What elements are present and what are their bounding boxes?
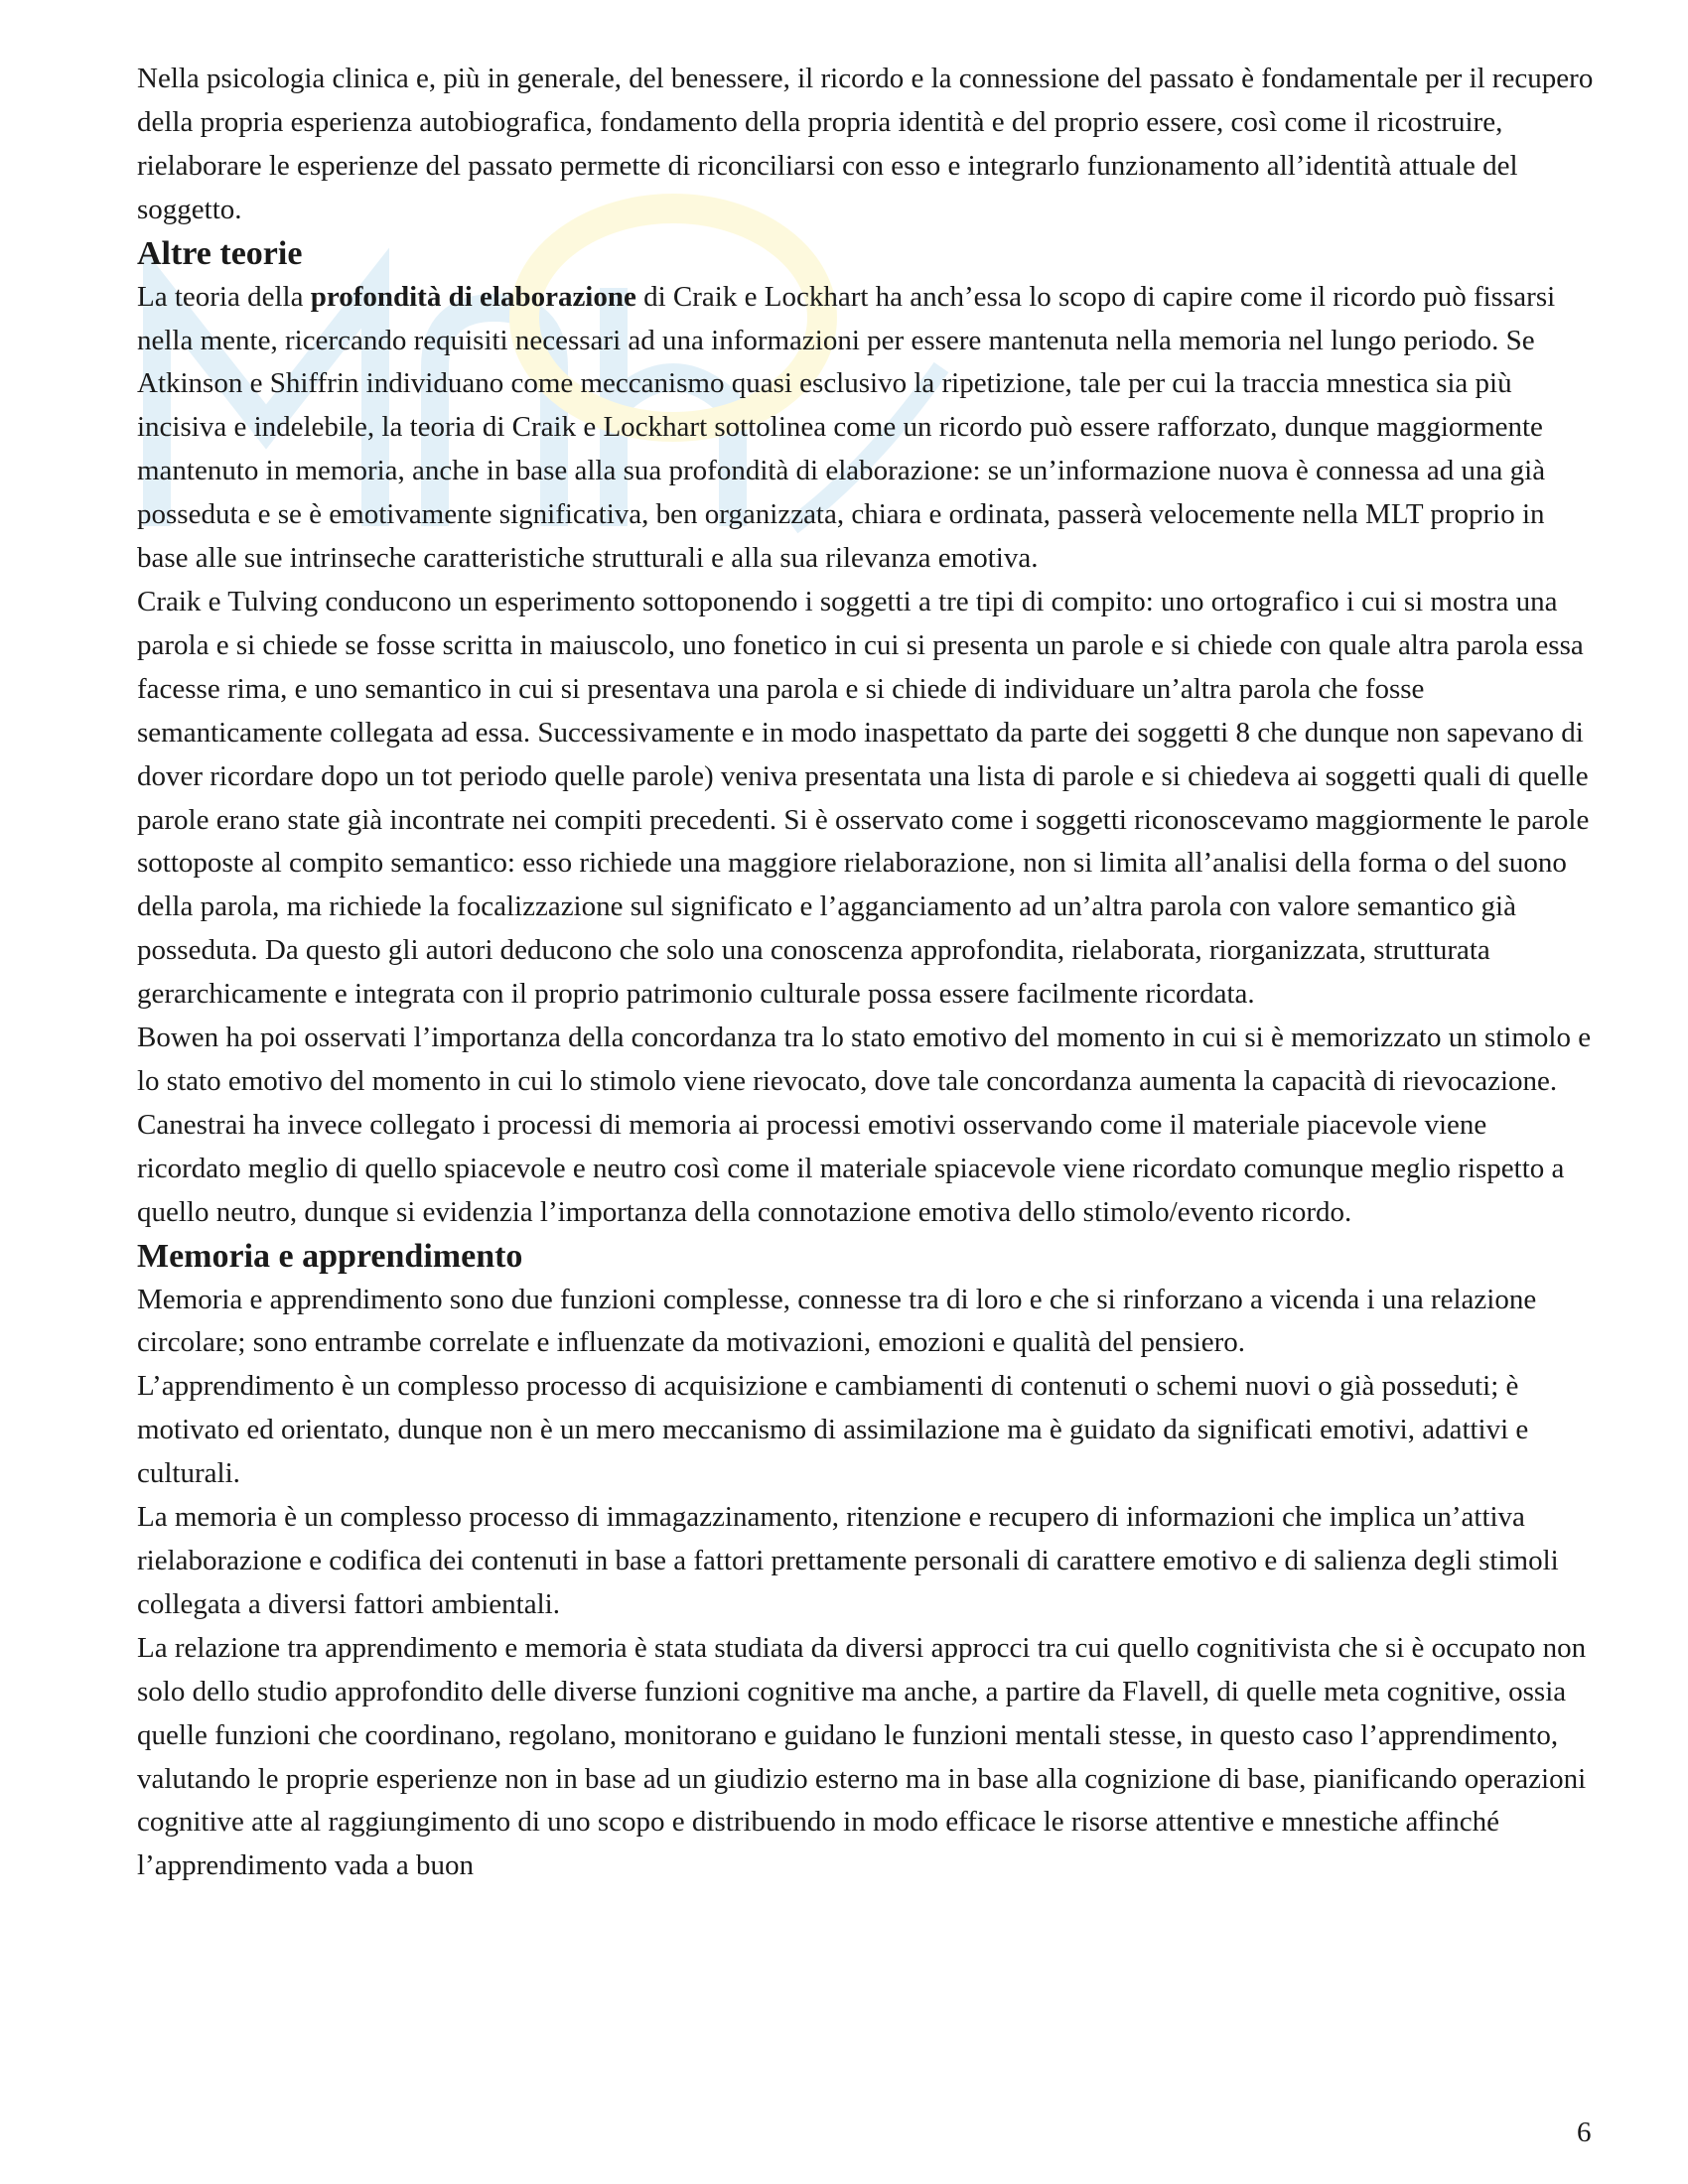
craik-lockhart-body: di Craik e Lockhart ha anch’essa lo scopo di capire come il ricordo può fissarsi nella mente, ricercando requisiti necessari ad una informazioni per essere mantenuta nella memoria nel lungo periodo. Se Atkinson e Shiffrin individuano come meccanismo quasi esclusivo la ripetizione, tale per cui la traccia mnestica sia più incisiva e indelebile, la teoria di Craik e Lockhart sottolinea come un ricordo può essere rafforzato, dunque maggiormente mantenuto in memoria, anche in base alla sua profondità di elaborazione: se un’informazione nuova è connessa ad una già posseduta e se è emotivamente significativa, ben organizzata, chiara e ordinata, passerà velocemente nella MLT proprio in base alle sue intrinseche caratteristiche strutturali e alla sua rilevanza emotiva. <box>137 280 1556 575</box>
term-profondita-di-elaborazione: profondità di elaborazione <box>310 280 636 313</box>
page-number: 6 <box>1577 2116 1592 2148</box>
heading-memoria-apprendimento: Memoria e apprendimento <box>137 1237 523 1275</box>
paragraph-craik-lockhart <box>137 276 1597 581</box>
craik-lockhart-intro: La teoria della <box>137 280 311 313</box>
heading-altre-teorie: Altre teorie <box>137 234 303 272</box>
paragraph-relazione: La relazione tra apprendimento e memoria è stata studiata da diversi approcci tra cui quello cognitivista che si è occupato non solo dello studio approfondito delle diverse funzioni cognitive ma anche, a partire da Flavell, di quelle meta cognitive, ossia quelle funzioni che coordinano, regolano, monitorano e guidano le funzioni mentali stesse, in questo caso l’apprendimento, valutando le proprie esperienze non in base ad un giudizio esterno ma in base alla cognizione di base, pianificando operazioni cognitive atte al raggiungimento di uno scopo e distribuendo in modo efficace le risorse attentive e mnestiche affinché l’apprendimento vada a buon <box>137 1631 1587 1882</box>
document-page <box>137 58 1597 1888</box>
paragraph-intro: Nella psicologia clinica e, più in generale, del benessere, il ricordo e la connessione del passato è fondamentale per il recupero della propria esperienza autobiografica, fondamento della propria identità e del proprio essere, così come il ricostruire, rielaborare le esperienze del passato permette di riconciliarsi con esso e integrarlo funzionamento all’identità attuale del soggetto. <box>137 63 1594 225</box>
paragraph-bowen: Bowen ha poi osservati l’importanza della concordanza tra lo stato emotivo del momento in cui si è memorizzato un stimolo e lo stato emotivo del momento in cui lo stimolo viene rievocato, dove tale concordanza aumenta la capacità di rievocazione. Canestrai ha invece collegato i processi di memoria ai processi emotivi osservando come il materiale piacevole viene ricordato meglio di quello spiacevole e neutro così come il materiale spiacevole viene ricordato comunque meglio rispetto a quello neutro, dunque si evidenzia l’importanza della connotazione emotiva dello stimolo/evento ricordo. <box>137 1022 1592 1228</box>
paragraph-apprendimento: L’apprendimento è un complesso processo di acquisizione e cambiamenti di contenuti o schemi nuovi o già posseduti; è motivato ed orientato, dunque non è un mero meccanismo di assimilazione ma è guidato da significati emotivi, adattivi e culturali. <box>137 1370 1529 1490</box>
paragraph-memoria-e-apprendimento: Memoria e apprendimento sono due funzioni complesse, connesse tra di loro e che si rinforzano a vicenda i una relazione circolare; sono entrambe correlate e influenzate da motivazioni, emozioni e qualità del pensiero. <box>137 1283 1537 1359</box>
paragraph-memoria: La memoria è un complesso processo di immagazzinamento, ritenzione e recupero di informazioni che implica un’attiva rielaborazione e codifica dei contenuti in base a fattori prettamente personali di carattere emotivo e di salienza degli stimoli collegata a diversi fattori ambientali. <box>137 1501 1559 1620</box>
paragraph-craik-tulving: Craik e Tulving conducono un esperimento sottoponendo i soggetti a tre tipi di compito: uno ortografico i cui si mostra una parola e si chiede se fosse scritta in maiuscolo, uno fonetico in cui si presenta un parole e si chiede con quale altra parola essa facesse rima, e uno semantico in cui si presentava una parola e si chiede di individuare un’altra parola che fosse semanticamente collegata ad essa. Successivamente e in modo inaspettato da parte dei soggetti 8 che dunque non sapevano di dover ricordare dopo un tot periodo quelle parole) veniva presentata una lista di parole e si chiedeva ai soggetti quali di quelle parole erano state già incontrate nei compiti precedenti. Si è osservato come i soggetti riconoscevamo maggiormente le parole sottoposte al compito semantico: esso richiede una maggiore rielaborazione, non si limita all’analisi della forma o del suono della parola, ma richiede la focalizzazione sul significato e l’agganciamento ad un’altra parola con valore semantico già posseduta. Da questo gli autori deducono che solo una conoscenza approfondita, rielaborata, riorganizzata, strutturata gerarchicamente e integrata con il proprio patrimonio culturale possa essere facilmente ricordata. <box>137 585 1590 1011</box>
